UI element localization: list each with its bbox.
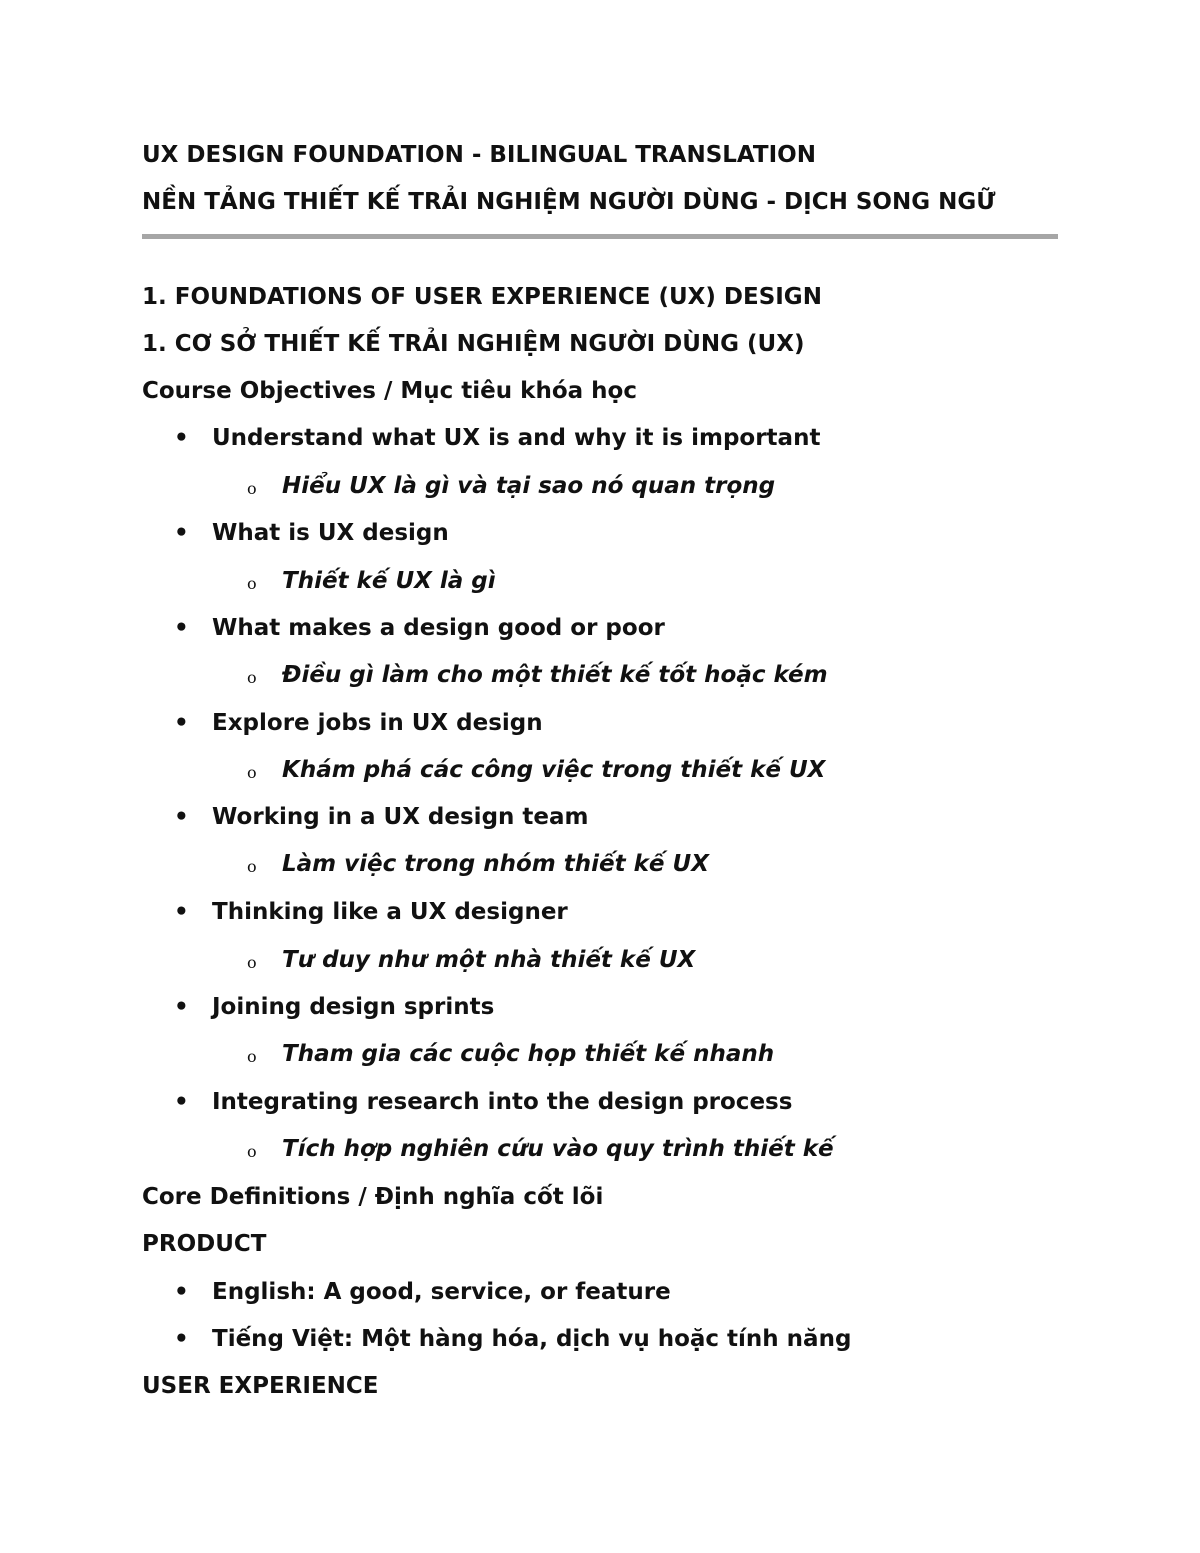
sub-bullet-icon: o — [247, 574, 257, 593]
section-heading-en: 1. FOUNDATIONS OF USER EXPERIENCE (UX) DESIGN — [142, 284, 822, 310]
objective-en: Thinking like a UX designer — [212, 899, 568, 925]
document-title-en: UX DESIGN FOUNDATION - BILINGUAL TRANSLATION — [142, 142, 816, 168]
objective-vi: Thiết kế UX là gì — [282, 568, 496, 594]
sub-bullet-icon: o — [247, 479, 257, 498]
bullet-icon: • — [174, 1326, 189, 1352]
objective-vi: Hiểu UX là gì và tại sao nó quan trọng — [282, 473, 776, 499]
core-definitions-label: Core Definitions / Định nghĩa cốt lõi — [142, 1184, 604, 1210]
objective-vi: Tích hợp nghiên cứu vào quy trình thiết kế — [282, 1136, 834, 1162]
term-product: PRODUCT — [142, 1231, 267, 1257]
objective-vi: Điều gì làm cho một thiết kế tốt hoặc kém — [282, 662, 828, 688]
bullet-icon: • — [174, 1279, 189, 1305]
bullet-icon: • — [174, 615, 189, 641]
bullet-icon: • — [174, 520, 189, 546]
objectives-label: Course Objectives / Mục tiêu khóa học — [142, 378, 637, 404]
bullet-icon: • — [174, 1089, 189, 1115]
objective-vi: Tham gia các cuộc họp thiết kế nhanh — [282, 1041, 775, 1067]
objective-en: What is UX design — [212, 520, 449, 546]
sub-bullet-icon: o — [247, 953, 257, 972]
bullet-icon: • — [174, 425, 189, 451]
objective-vi: Làm việc trong nhóm thiết kế UX — [282, 851, 709, 877]
objective-vi: Tư duy như một nhà thiết kế UX — [282, 947, 696, 973]
objective-en: Joining design sprints — [212, 994, 495, 1020]
sub-bullet-icon: o — [247, 1047, 257, 1066]
objective-en: What makes a design good or poor — [212, 615, 665, 641]
section-heading-vi: 1. CƠ SỞ THIẾT KẾ TRẢI NGHIỆM NGƯỜI DÙNG (UX) — [142, 331, 805, 357]
objective-en: Working in a UX design team — [212, 804, 589, 830]
bullet-icon: • — [174, 710, 189, 736]
bullet-icon: • — [174, 994, 189, 1020]
document-title-vi: NỀN TẢNG THIẾT KẾ TRẢI NGHIỆM NGƯỜI DÙNG - DỊCH SONG NGỮ — [142, 189, 996, 215]
definition-vietnamese: Tiếng Việt: Một hàng hóa, dịch vụ hoặc tính năng — [212, 1326, 852, 1352]
objective-en: Understand what UX is and why it is important — [212, 425, 821, 451]
sub-bullet-icon: o — [247, 763, 257, 782]
sub-bullet-icon: o — [247, 1142, 257, 1161]
term-user-experience: USER EXPERIENCE — [142, 1373, 379, 1399]
horizontal-rule — [142, 234, 1058, 239]
objective-en: Explore jobs in UX design — [212, 710, 543, 736]
definition-english: English: A good, service, or feature — [212, 1279, 671, 1305]
sub-bullet-icon: o — [247, 857, 257, 876]
objective-en: Integrating research into the design process — [212, 1089, 793, 1115]
bullet-icon: • — [174, 899, 189, 925]
sub-bullet-icon: o — [247, 668, 257, 687]
bullet-icon: • — [174, 804, 189, 830]
objective-vi: Khám phá các công việc trong thiết kế UX — [282, 757, 826, 783]
